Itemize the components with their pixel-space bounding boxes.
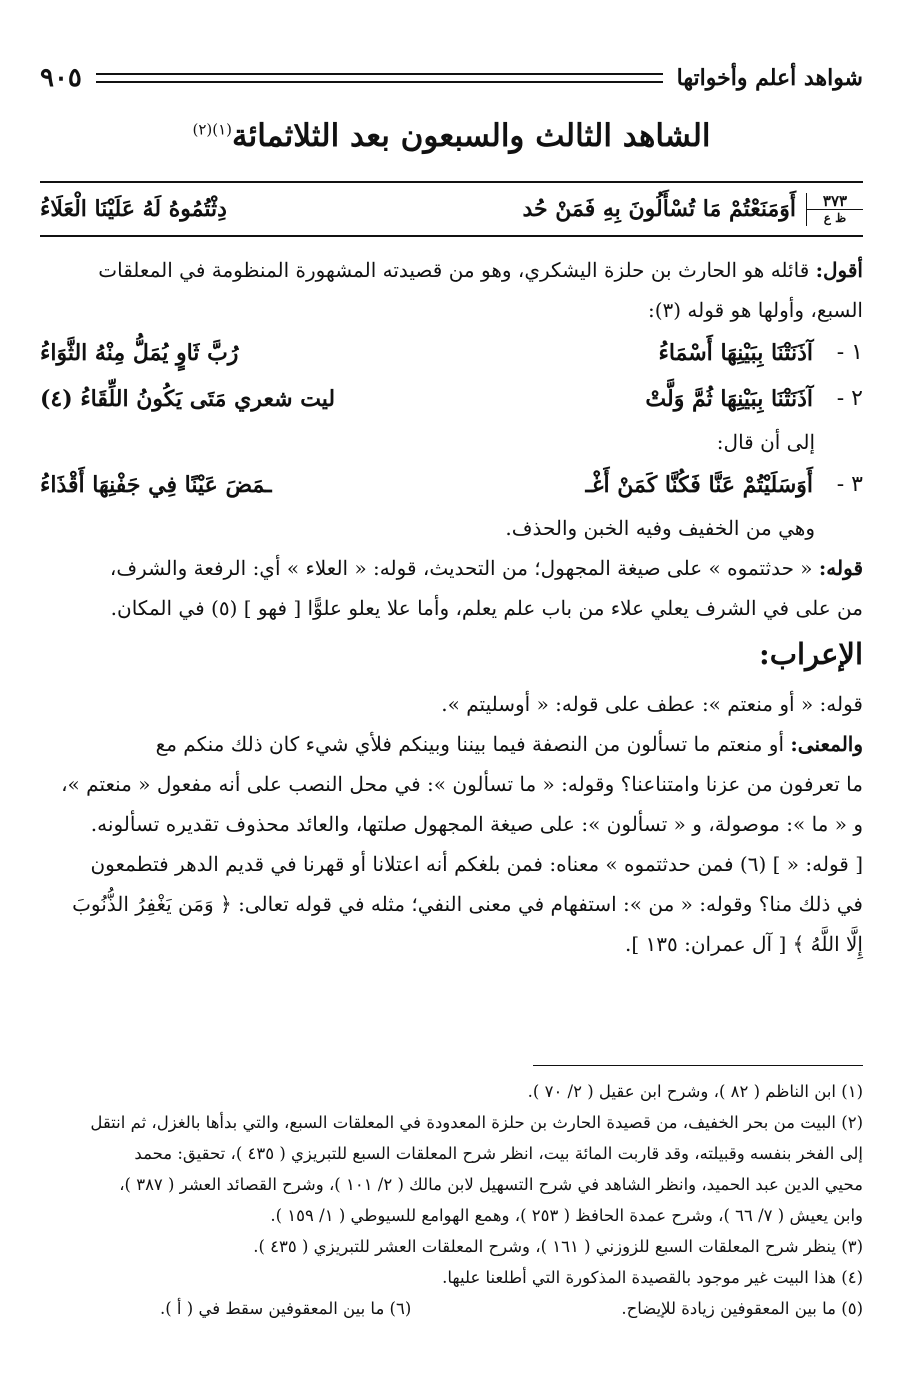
commentary-text-1: « حدثتموه » على صيغة المجهول؛ من التحديث، قوله: « العلاء » أي: الرفعة والشرف، xyxy=(109,556,813,580)
poem-line-number: ١ - xyxy=(836,340,863,365)
intro-label: أقول: xyxy=(815,258,863,282)
commentary-paragraph xyxy=(40,548,863,588)
page-number: ٩٠٥ xyxy=(40,63,82,93)
irab-line: قوله: « أو منعتم »: عطف على قوله: « أوسليتم ». xyxy=(441,692,863,716)
poem-first-hemistich: آذَنَتْنَا بِبَيْنِهَا أَسْمَاءُ xyxy=(658,340,813,366)
verse-number xyxy=(806,193,863,226)
intro-paragraph xyxy=(40,250,863,290)
footnote-5: (٥) ما بين المعقوفين زيادة للإيضاح. xyxy=(621,1299,863,1318)
verse-first-hemistich: أَوَمَنَعْتُمْ مَا تُسْأَلُونَ بِهِ فَمَنْ حُد xyxy=(522,196,796,222)
commentary-label: قوله: xyxy=(818,556,863,580)
footnote-1: (١) ابن الناظم ( ٨٢ )، وشرح ابن عقيل ( ٢/ ٧٠ ). xyxy=(527,1082,863,1101)
meaning-text-1: أو منعتم ما تسألون من النصفة فيما بيننا وبينكم فلأي شيء كان ذلك منكم مع xyxy=(155,732,785,756)
intro-paragraph-cont: السبع، وأولها هو قوله (٣): xyxy=(647,298,863,322)
footnote-separator xyxy=(533,1065,863,1066)
irab-heading: الإعراب: xyxy=(759,637,863,671)
meaning-text-2: ما تعرفون من عزنا وامتناعنا؟ وقوله: « ما تسألون »: في محل النصب على أنه مفعول « منعتم »، xyxy=(61,772,863,796)
header-rule xyxy=(96,73,663,83)
explanation-text-1: [ قوله: « ] (٦) فمن حدثتموه » معناه: فمن بلغكم أنه اعتلانا أو قهرنا في قديم الدهر فتطمعون xyxy=(90,852,863,876)
footnote-2-line-1: (٢) البيت من بحر الخفيف، من قصيدة الحارث بن حلزة المعدودة في المعلقات السبع، والتي بدأها بالغزل، ثم انتقل xyxy=(90,1113,863,1132)
footnote-2-line-3: محيي الدين عبد الحميد، وانظر الشاهد في شرح التسهيل لابن مالك ( ٢/ ١٠١ )، وشرح القصائد العشر ( ٣٨٧ )، xyxy=(119,1175,863,1194)
footnotes xyxy=(40,1076,863,1324)
explanation-text-2: في ذلك منا؟ وقوله: « من »: استفهام في معنى النفي؛ مثله في قوله تعالى: ﴿ وَمَن يَغْفِرُ الذُّنُوبَ xyxy=(72,892,863,916)
explanation-text-3: إِلَّا اللَّهُ ﴾ [ آل عمران: ١٣٥ ]. xyxy=(625,932,863,956)
main-verse xyxy=(40,181,863,237)
poem-line-number: ٢ - xyxy=(836,386,863,411)
poem-second-hemistich: رُبَّ ثَاوٍ يُمَلُّ مِنْهُ الثَّوَاءُ xyxy=(40,340,239,366)
poem-second-hemistich: ـمَضَ عَيْنًا فِي جَفْنِهَا أَقْذَاءُ xyxy=(40,472,272,498)
commentary-text-2: من على في الشرف يعلي علاء من باب علم يعلم، وأما علا يعلو علوًّا [ فهو ] (٥) في المكان. xyxy=(110,596,863,620)
poem-line-3 xyxy=(40,462,863,508)
verse-number-value: ٣٧٣ xyxy=(807,193,863,210)
meaning-text-3: و « ما »: موصولة، و « تسألون »: على صيغة المجهول صلتها، والعائد محذوف تقديره تسألونه. xyxy=(90,812,863,836)
chapter-note-ref: (١)(٢) xyxy=(192,120,233,139)
meaning-label: والمعنى: xyxy=(790,732,863,756)
body-text xyxy=(40,250,863,964)
poem-second-hemistich: ليت شعري مَتَى يَكُونُ اللِّقَاءُ (٤) xyxy=(40,386,336,412)
intro-text-1: قائله هو الحارث بن حلزة اليشكري، وهو من قصيدته المشهورة المنظومة في المعلقات xyxy=(98,258,810,282)
footnote-2-line-4: وابن يعيش ( ٧/ ٦٦ )، وشرح عمدة الحافظ ( ٢٥٣ )، وهمع الهوامع للسيوطي ( ١/ ١٥٩ ). xyxy=(270,1206,863,1225)
poem-first-hemistich: آذَنَتْنَا بِبَيْنِهَا ثُمَّ وَلَّتْ xyxy=(645,386,813,412)
footnote-6: (٦) ما بين المعقوفين سقط في ( أ ). xyxy=(160,1299,412,1318)
transition-line: إلى أن قال: xyxy=(716,430,815,454)
poem-line-1 xyxy=(40,330,863,376)
poem-line-number: ٣ - xyxy=(836,472,863,497)
footnote-2-line-2: إلى الفخر بنفسه وقبيلته، وقد قاربت المائة بيت، انظر شرح المعلقات السبع للتبريزي ( ٤٣٥ )، تحقيق: محمد xyxy=(134,1144,863,1163)
running-title: شواهد أعلم وأخواتها xyxy=(676,65,863,91)
meaning-paragraph xyxy=(40,724,863,764)
verse-marker: ظ ع xyxy=(823,210,847,225)
chapter-title xyxy=(40,118,863,154)
poem-line-2 xyxy=(40,376,863,422)
meter-note: وهي من الخفيف وفيه الخبن والحذف. xyxy=(505,516,815,540)
chapter-title-text: الشاهد الثالث والسبعون بعد الثلاثمائة xyxy=(232,118,711,154)
footnote-4: (٤) هذا البيت غير موجود بالقصيدة المذكورة التي أطلعنا عليها. xyxy=(442,1268,863,1287)
verse-second-hemistich: دِثْتُمُوهُ لَهُ عَلَيْنَا الْعَلَاءُ xyxy=(40,196,227,222)
running-header xyxy=(40,60,863,96)
footnote-row-5-6 xyxy=(40,1293,863,1324)
footnote-3: (٣) ينظر شرح المعلقات السبع للزوزني ( ١٦١ )، وشرح المعلقات العشر للتبريزي ( ٤٣٥ ). xyxy=(253,1237,863,1256)
poem-first-hemistich: أَوَسَلَيْتُمْ عَنَّا فَكُنَّا كَمَنْ أَغْـ xyxy=(585,472,813,498)
